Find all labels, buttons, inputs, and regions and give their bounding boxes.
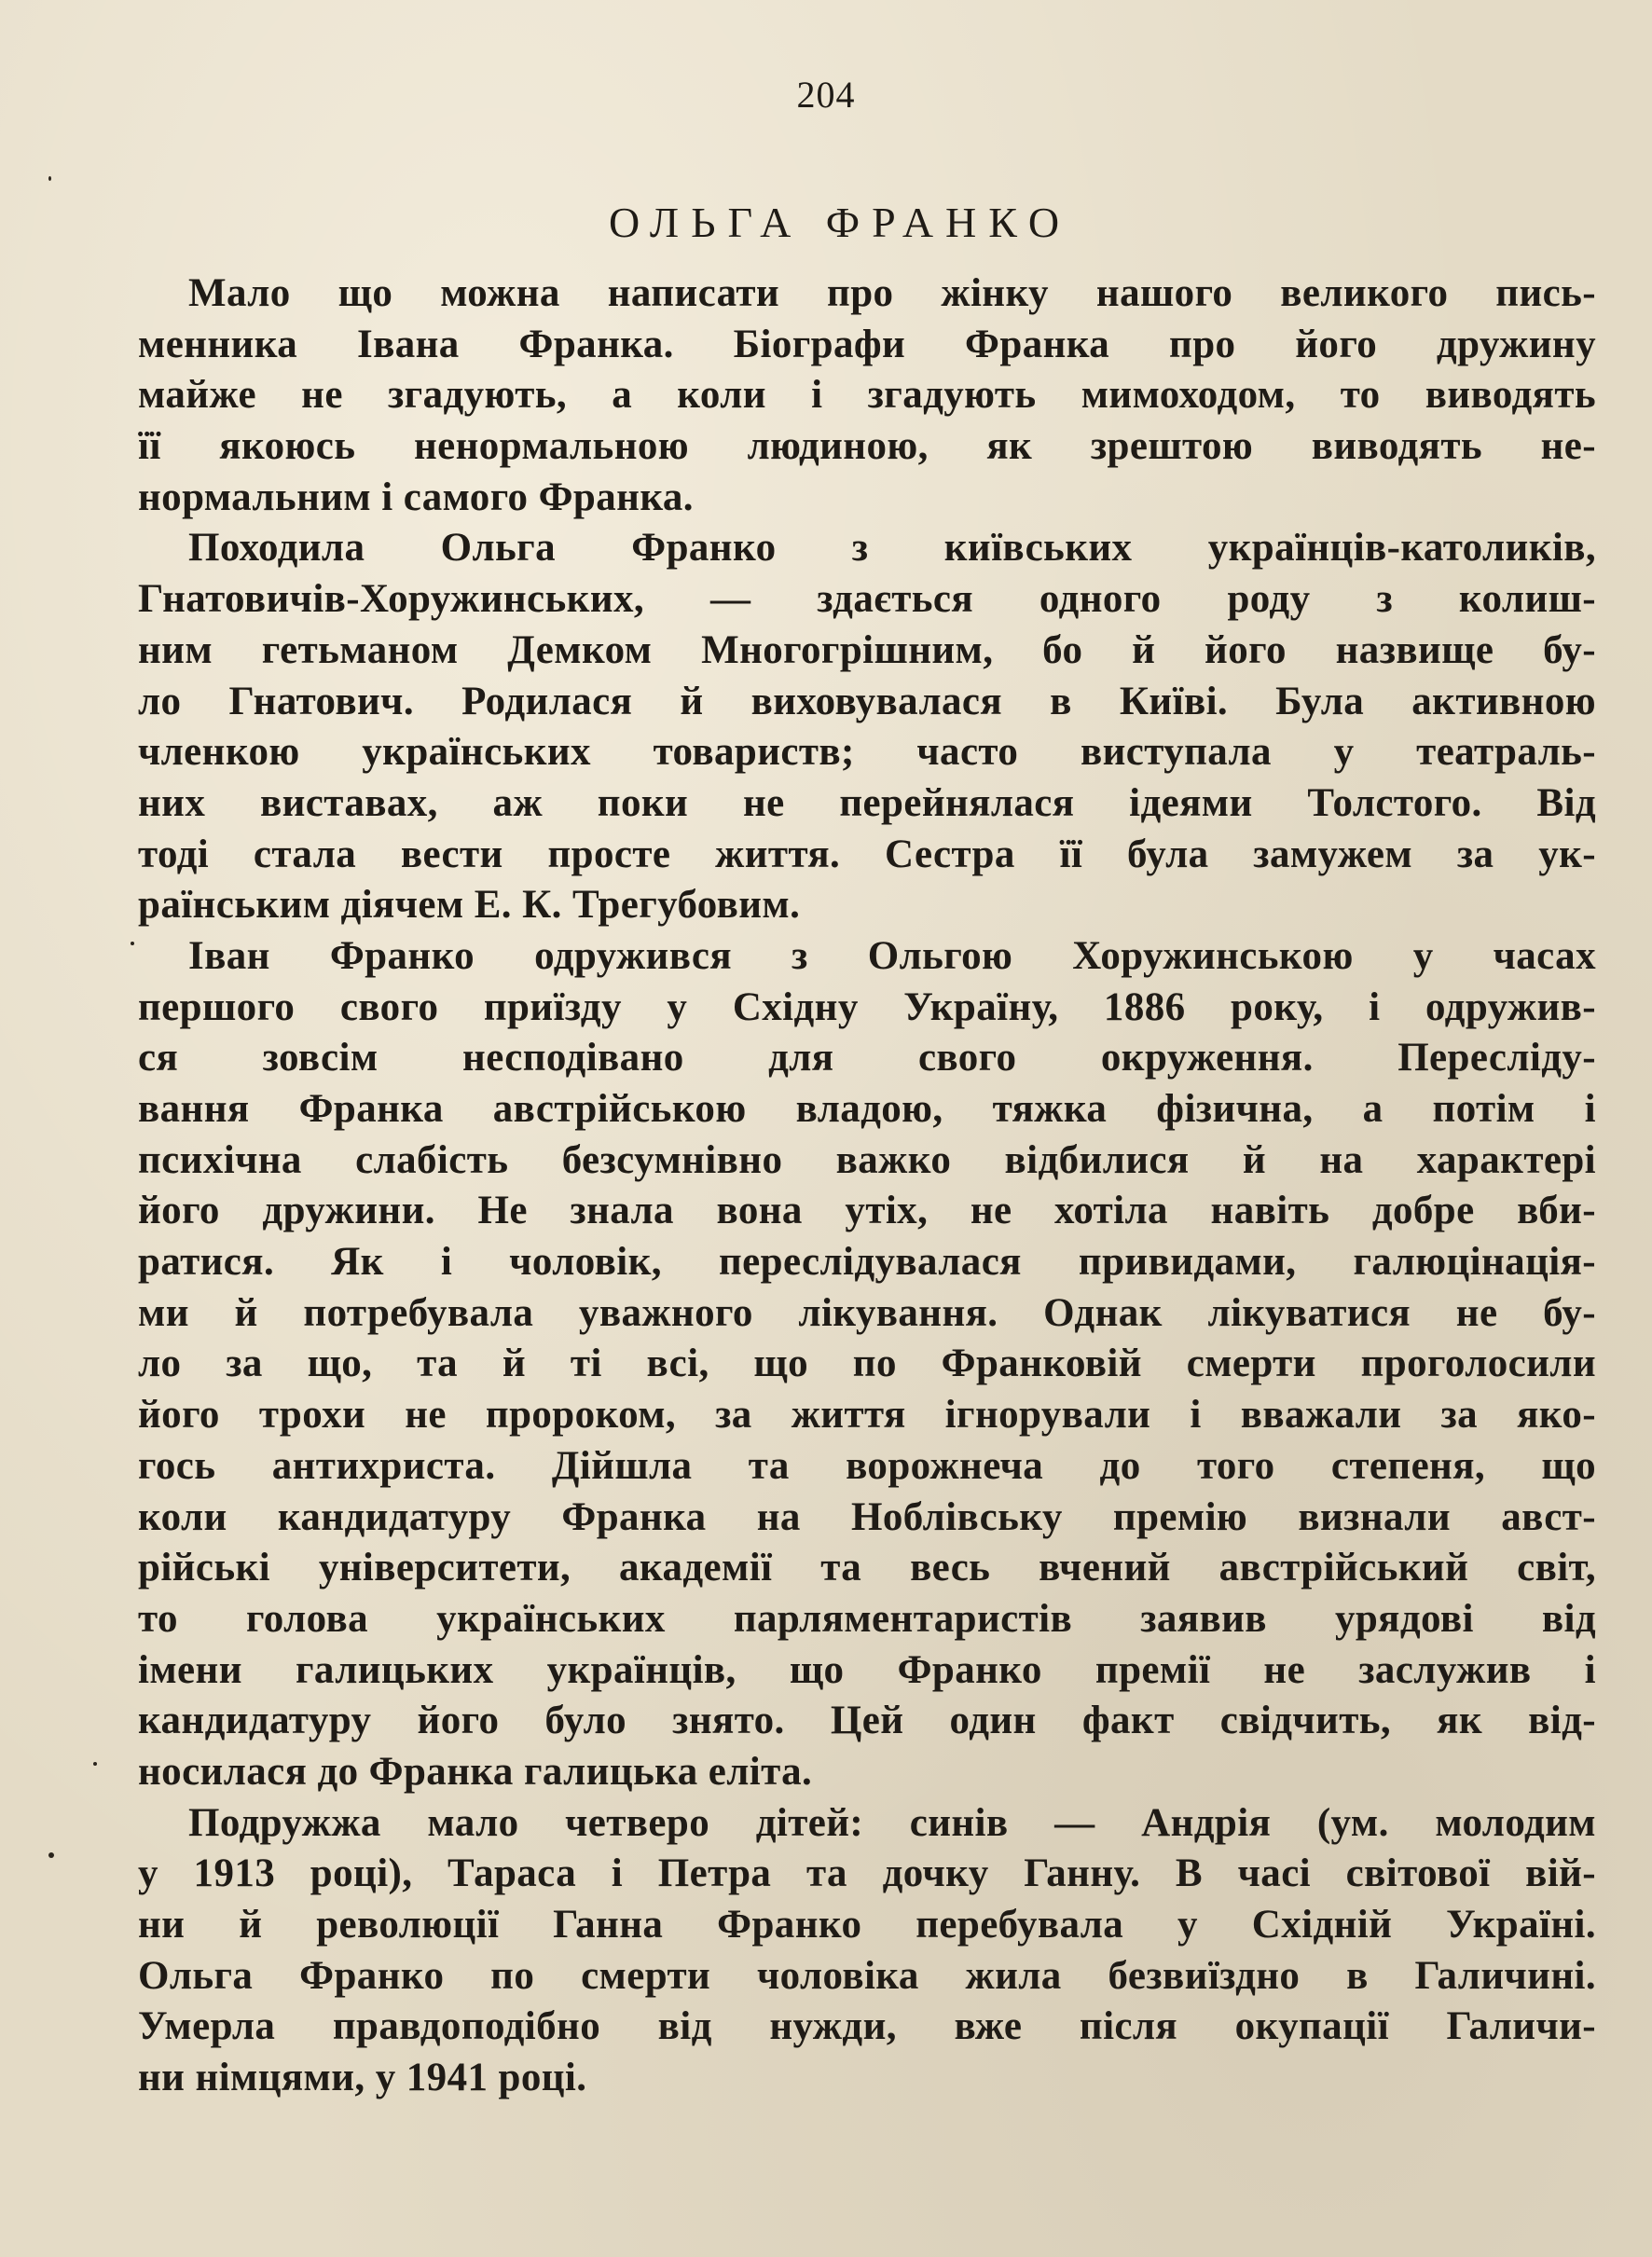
print-speck	[48, 176, 51, 181]
text-line: гось антихриста. Дійшла та ворожнеча до того степеня, що	[138, 1443, 1596, 1488]
text-line: рійські університети, академії та весь вчений австрійський світ,	[138, 1546, 1596, 1590]
text-line: менника Івана Франка. Біографи Франка про його дружину	[138, 322, 1596, 366]
text-line: членкою українських товариств; часто виступала у театраль-	[138, 730, 1596, 775]
text-line: тоді стала вести просте життя. Сестра її була замужем за ук-	[138, 832, 1596, 876]
text-line: Подружжа мало четверо дітей: синів — Андрія (ум. молодим	[188, 1800, 1596, 1845]
text-line: Мало що можна написати про жінку нашого великого пись-	[188, 271, 1596, 315]
text-line: Походила Ольга Франко з київських українців-католиків,	[188, 526, 1596, 571]
text-line: нормальним і самого Франка.	[138, 475, 694, 519]
text-line: ратися. Як і чоловік, переслідувалася привидами, галюцінація-	[138, 1240, 1596, 1285]
text-line: її якоюсь ненормальною людиною, як зрештою виводять не-	[138, 424, 1596, 469]
text-line: кандидатуру його було знято. Цей один факт свідчить, як від-	[138, 1699, 1596, 1743]
article-body	[138, 268, 1596, 2104]
text-line: ся зовсім несподівано для свого окруження. Переслідy-	[138, 1036, 1596, 1080]
article-title: ОЛЬГА ФРАНКО	[608, 199, 1072, 246]
text-line: то голова українських парляментаристів заявив урядові від	[138, 1596, 1596, 1641]
text-line: вання Франка австрійською владою, тяжка фізична, а потім і	[138, 1087, 1596, 1131]
text-line: імени галицьких українців, що Франко премії не заслужив і	[138, 1647, 1596, 1692]
text-line: Умерла правдоподібно від нужди, вже після окупації Галичи-	[138, 2004, 1596, 2049]
text-line: його трохи не пророком, за життя ігнорували і вважали за яко-	[138, 1393, 1596, 1438]
text-line: ло за що, та й ті всі, що по Франковій смерти проголосили	[138, 1342, 1596, 1386]
text-line: них виставах, аж поки не перейнялася ідеями Толстого. Від	[138, 780, 1596, 825]
text-line: ни німцями, у 1941 році.	[138, 2056, 587, 2100]
text-line: Іван Франко одружився з Ольгою Хоружинською у часах	[188, 933, 1596, 978]
text-line: майже не згадують, а коли і згадують мимоходом, то виводять	[138, 373, 1596, 418]
text-line: першого свого приїзду у Східну Україну, 1886 року, і одружив-	[138, 984, 1596, 1029]
text-line: його дружини. Не знала вона утіх, не хотіла навіть добре вби-	[138, 1189, 1596, 1233]
print-speck	[48, 1852, 54, 1858]
text-line: ло Гнатович. Родилася й виховувалася в Київі. Була активною	[138, 679, 1596, 723]
print-speck	[93, 1762, 97, 1766]
text-line: Ольга Франко по смерти чоловіка жила безвиїздно в Галичині.	[138, 1953, 1596, 1998]
page-number: 204	[796, 74, 856, 116]
text-line: ним гетьманом Демком Многогрішним, бо й його назвище бу-	[138, 627, 1596, 672]
text-line: носилася до Франка галицька еліта.	[138, 1749, 813, 1794]
text-line: раїнським діячем Е. К. Трегубовим.	[138, 883, 801, 928]
text-line: ни й революції Ганна Франко перебувала у Східній Україні.	[138, 1903, 1596, 1947]
text-line: коли кандидатуру Франка на Ноблівську премію визнали авст-	[138, 1494, 1596, 1539]
print-speck	[131, 942, 134, 945]
text-line: Гнатовичів-Хоружинських, — здається одного роду з колиш-	[138, 577, 1596, 622]
text-line: у 1913 році), Тараса і Петра та дочку Ганну. В часі світової вій-	[138, 1851, 1596, 1896]
text-line: психічна слабість безсумнівно важко відбилися й на характері	[138, 1137, 1596, 1182]
text-line: ми й потребувала уважного лікування. Однак лікуватися не бу-	[138, 1290, 1596, 1335]
